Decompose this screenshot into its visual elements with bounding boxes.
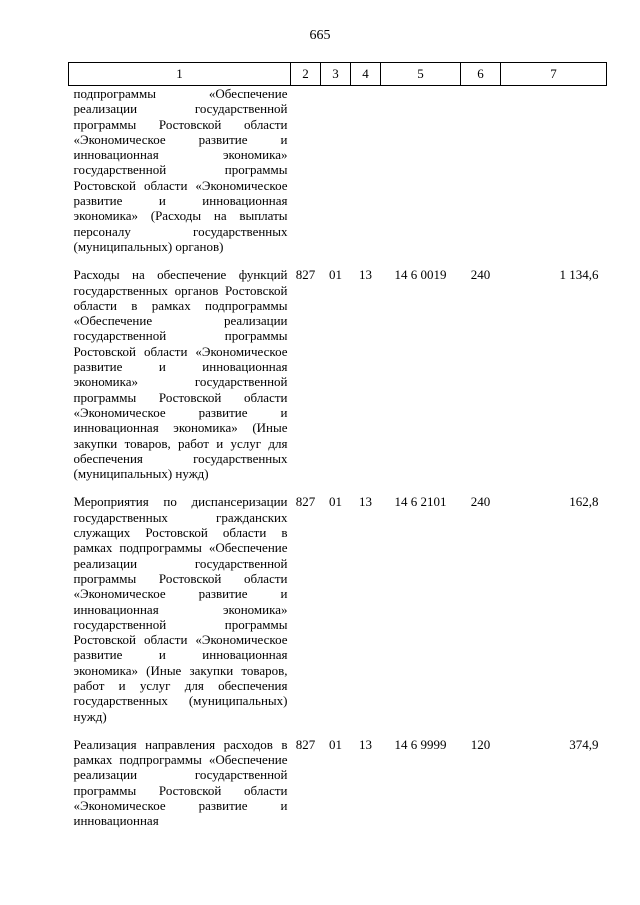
header-col-3: 3 bbox=[321, 63, 351, 86]
header-col-4: 4 bbox=[351, 63, 381, 86]
row-ministry-code: 827 bbox=[295, 494, 316, 510]
row-ministry-code bbox=[291, 86, 321, 268]
table-row bbox=[69, 267, 607, 494]
row-amount: 1 134,6 bbox=[559, 267, 599, 283]
row-section-code bbox=[321, 86, 351, 268]
row-subsection-code: 13 bbox=[359, 494, 372, 510]
table-header-row bbox=[69, 63, 607, 86]
row-description: подпрограммы «Обеспечение реализации государственной программы Ростовской области «Экономическое развитие и инновационная экономика» государственной программы Ростовской области «Экономическое развитие и инновационная экономика» (Расходы на выплаты персоналу государственных (муниципальных) органов) bbox=[73, 86, 288, 254]
row-target-article: 14 6 2101 bbox=[394, 494, 447, 510]
row-ministry-code: 827 bbox=[295, 736, 316, 752]
row-amount bbox=[501, 86, 607, 268]
row-section-code: 01 bbox=[329, 736, 342, 752]
budget-table bbox=[68, 62, 607, 829]
row-description: Мероприятия по диспансеризации государственных гражданских служащих Ростовской области в рамках подпрограммы «Обеспечение реализации государственной программы Ростовской области «Экономическое развитие и инновационная экономика» государственной программы Ростовской области «Экономическое развитие и инновационная экономика» (Иные закупки товаров, работ и услуг для обеспечения государственных (муниципальных) нужд) bbox=[73, 494, 288, 724]
row-amount: 374,9 bbox=[569, 736, 599, 752]
row-description: Реализация направления расходов в рамках подпрограммы «Обеспечение реализации государственной программы Ростовской области «Экономическое развитие и инновационная bbox=[73, 736, 288, 829]
header-col-6: 6 bbox=[461, 63, 501, 86]
row-amount: 162,8 bbox=[569, 494, 599, 510]
row-subsection-code bbox=[351, 86, 381, 268]
row-expense-type: 120 bbox=[470, 736, 491, 752]
row-expense-type: 240 bbox=[470, 494, 491, 510]
row-expense-type: 240 bbox=[470, 267, 491, 283]
row-subsection-code: 13 bbox=[359, 267, 372, 283]
header-col-1: 1 bbox=[69, 63, 291, 86]
row-section-code: 01 bbox=[329, 494, 342, 510]
row-target-article: 14 6 0019 bbox=[394, 267, 447, 283]
header-col-2: 2 bbox=[291, 63, 321, 86]
row-subsection-code: 13 bbox=[359, 736, 372, 752]
header-col-7: 7 bbox=[501, 63, 607, 86]
row-target-article bbox=[381, 86, 461, 268]
table-row bbox=[69, 494, 607, 736]
row-ministry-code: 827 bbox=[295, 267, 316, 283]
row-target-article: 14 6 9999 bbox=[394, 736, 447, 752]
row-section-code: 01 bbox=[329, 267, 342, 283]
table-row bbox=[69, 737, 607, 829]
page-number: 665 bbox=[309, 28, 331, 43]
row-description: Расходы на обеспечение функций государственных органов Ростовской области в рамках подпрограммы «Обеспечение реализации государственной программы Ростовской области «Экономическое развитие и инновационная экономика» государственной программы Ростовской области «Экономическое развитие и инновационная экономика» (Иные закупки товаров, работ и услуг для обеспечения государственных (муниципальных) нужд) bbox=[73, 267, 288, 482]
header-col-5: 5 bbox=[381, 63, 461, 86]
table-row bbox=[69, 86, 607, 268]
row-expense-type bbox=[461, 86, 501, 268]
